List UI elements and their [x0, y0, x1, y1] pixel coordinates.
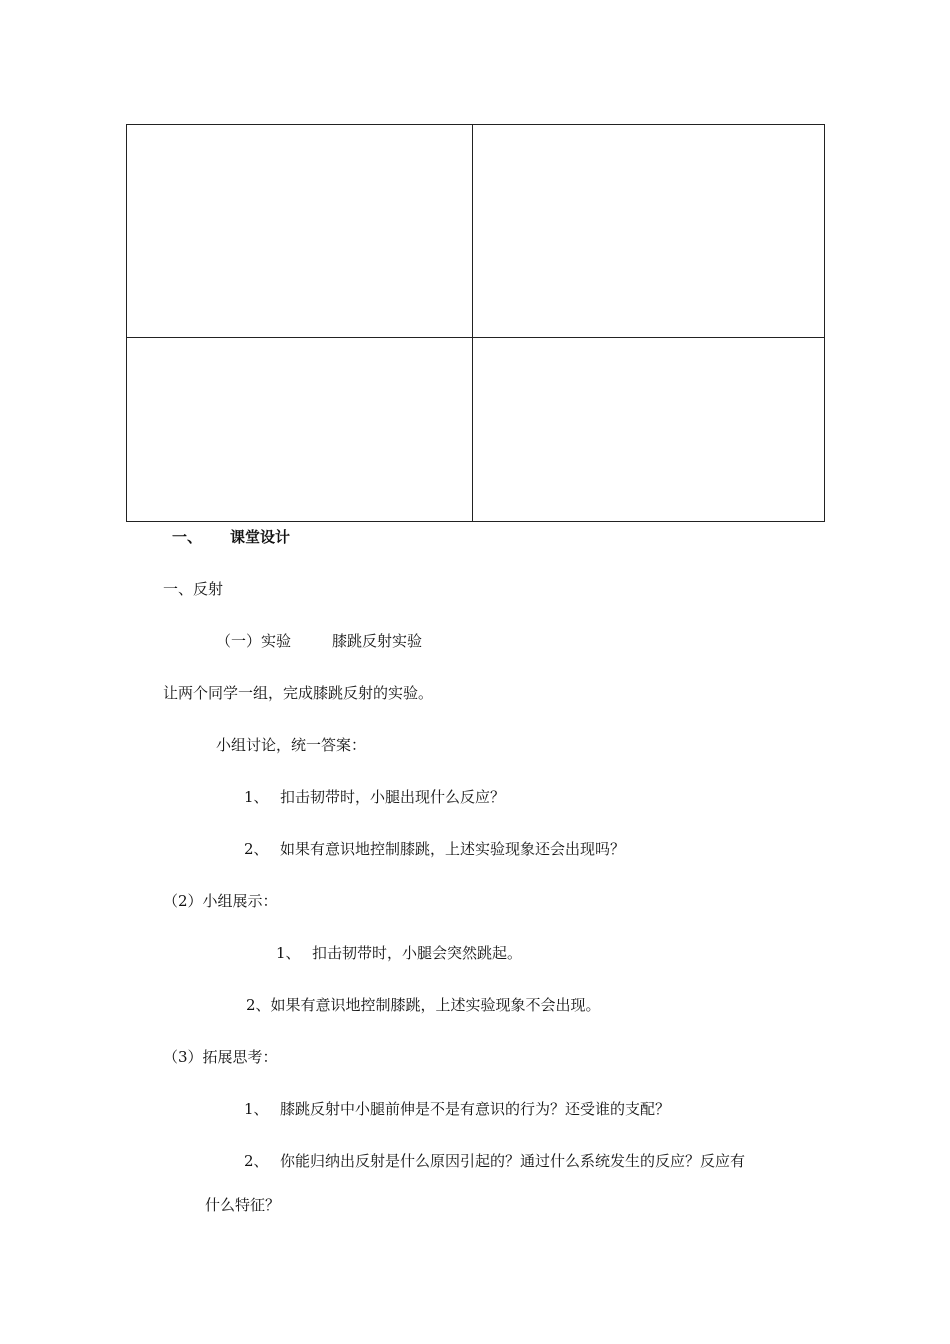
thinking-question-text: 膝跳反射中小腿前伸是不是有意识的行为？还受谁的支配？ [280, 1100, 671, 1118]
answer-number: 1、 [276, 944, 301, 962]
section-heading-number: 一、 [172, 528, 203, 546]
group-presentation-label: （2）小组展示： [163, 892, 278, 910]
experiment-title: 膝跳反射实验 [332, 632, 423, 650]
table-cell [127, 125, 472, 337]
thinking-question-text: 你能归纳出反射是什么原因引起的？通过什么系统发生的反应？反应有 [280, 1152, 746, 1170]
thinking-question-number: 1、 [244, 1100, 269, 1118]
instruction-text: 让两个同学一组，完成膝跳反射的实验。 [163, 684, 434, 702]
question-number: 2、 [244, 840, 269, 858]
empty-table [126, 124, 825, 522]
thinking-question-text-continued: 什么特征？ [205, 1196, 281, 1214]
thinking-question-number: 2、 [244, 1152, 269, 1170]
discussion-prompt: 小组讨论，统一答案： [216, 736, 367, 754]
answer-text: 扣击韧带时，小腿会突然跳起。 [312, 944, 523, 962]
table-cell [473, 125, 824, 337]
subheading-reflex: 一、反射 [163, 580, 224, 598]
extension-thinking-label: （3）拓展思考： [163, 1048, 278, 1066]
experiment-label: （一）实验 [216, 632, 292, 650]
answer-text: 2、如果有意识地控制膝跳，上述实验现象不会出现。 [246, 996, 601, 1014]
question-text: 如果有意识地控制膝跳，上述实验现象还会出现吗？ [280, 840, 626, 858]
table-cell [473, 338, 824, 521]
question-text: 扣击韧带时，小腿出现什么反应？ [280, 788, 506, 806]
section-heading-title: 课堂设计 [230, 528, 291, 546]
question-number: 1、 [244, 788, 269, 806]
table-cell [127, 338, 472, 521]
